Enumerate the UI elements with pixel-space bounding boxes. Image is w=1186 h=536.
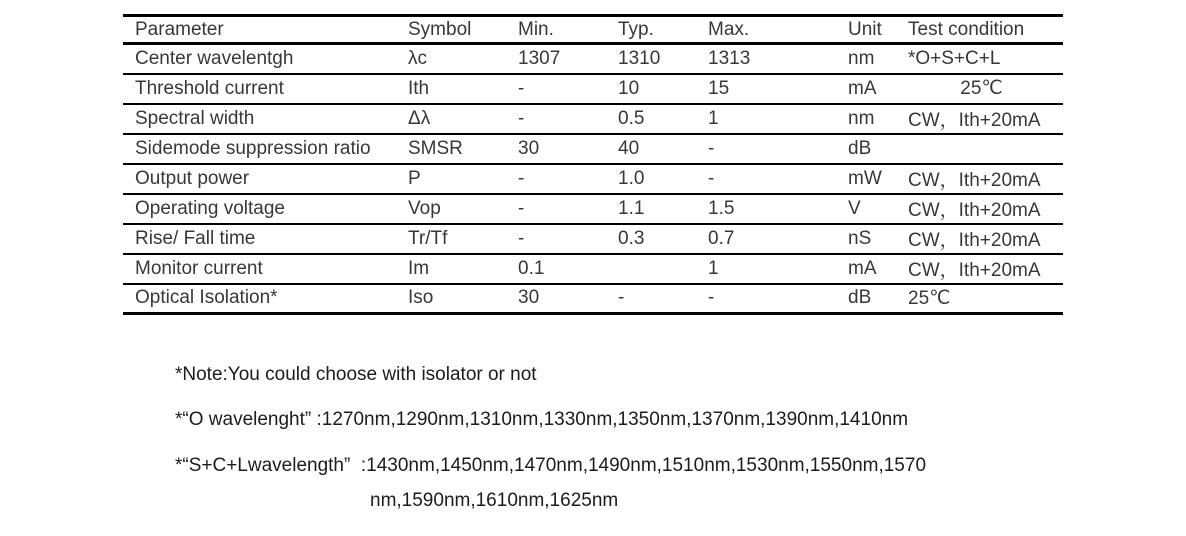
- column-header-min: Min.: [518, 18, 554, 40]
- cell-unit: nS: [848, 227, 872, 249]
- cell-test-condition: [900, 134, 1063, 164]
- table-row-operating-voltage: [123, 194, 1063, 224]
- cell-test-condition: CW，Ith+20mA: [908, 200, 1041, 221]
- cell-parameter: Optical Isolation*: [135, 287, 278, 309]
- spec-table: [123, 14, 1063, 315]
- cell-parameter: Monitor current: [135, 257, 263, 279]
- cell-max: -: [708, 167, 715, 189]
- cell-symbol: Ith: [408, 77, 430, 99]
- footnote-o-wavelength: *“O wavelenght” :1270nm,1290nm,1310nm,1330nm,1350nm,1370nm,1390nm,1410nm: [175, 409, 909, 430]
- cell-test-condition: CW，Ith+20mA: [908, 110, 1041, 131]
- cell-symbol: SMSR: [408, 137, 463, 159]
- cell-min: -: [518, 107, 525, 129]
- table-row-spectral-width: [123, 104, 1063, 134]
- cell-typ: -: [618, 287, 625, 309]
- cell-min: 30: [518, 287, 540, 309]
- cell-typ: 0.5: [618, 107, 645, 129]
- table-row-center-wavelength: [123, 44, 1063, 74]
- cell-typ: 1.1: [618, 197, 645, 219]
- cell-parameter: Threshold current: [135, 77, 284, 99]
- spec-table-header: [123, 16, 1063, 44]
- column-header-symbol: Symbol: [408, 18, 472, 40]
- cell-max: 1: [708, 107, 719, 129]
- footnote-isolator: *Note:You could choose with isolator or not: [175, 364, 537, 385]
- cell-symbol: Δλ: [408, 107, 431, 129]
- cell-unit: V: [848, 197, 861, 219]
- header-row: [123, 16, 1063, 44]
- cell-parameter: Rise/ Fall time: [135, 227, 256, 249]
- cell-max: 15: [708, 77, 730, 99]
- cell-max: 1313: [708, 47, 751, 69]
- cell-test-condition: CW，Ith+20mA: [908, 230, 1041, 251]
- cell-unit: mA: [848, 257, 877, 279]
- cell-min: 1307: [518, 47, 561, 69]
- cell-test-condition: *O+S+C+L: [908, 47, 1001, 69]
- table-row-output-power: [123, 164, 1063, 194]
- cell-typ: [610, 254, 700, 284]
- cell-typ: 1.0: [618, 167, 645, 189]
- cell-unit: nm: [848, 47, 875, 69]
- spec-table-body: [123, 44, 1063, 314]
- cell-test-condition: CW，Ith+20mA: [908, 260, 1041, 281]
- cell-max: 1.5: [708, 197, 735, 219]
- cell-parameter: Spectral width: [135, 107, 255, 129]
- cell-min: -: [518, 77, 525, 99]
- cell-symbol: Iso: [408, 287, 434, 309]
- cell-parameter: Output power: [135, 167, 250, 189]
- cell-unit: nm: [848, 107, 875, 129]
- footnote-scl-wavelength: *“S+C+Lwavelength” :1430nm,1450nm,1470nm,1490nm,1510nm,1530nm,1550nm,1570: [175, 455, 927, 476]
- cell-typ: 1310: [618, 47, 661, 69]
- column-header-unit: Unit: [848, 18, 882, 40]
- cell-test-condition: 25℃: [960, 78, 1003, 99]
- cell-symbol: P: [408, 167, 421, 189]
- cell-min: -: [518, 197, 525, 219]
- cell-min: -: [518, 227, 525, 249]
- cell-typ: 0.3: [618, 227, 645, 249]
- cell-unit: mA: [848, 77, 877, 99]
- cell-max: 1: [708, 257, 719, 279]
- cell-test-condition: 25℃: [908, 287, 951, 309]
- cell-min: -: [518, 167, 525, 189]
- cell-test-condition: CW，Ith+20mA: [908, 170, 1041, 191]
- cell-symbol: Tr/Tf: [408, 227, 448, 249]
- table-row-rise-fall-time: [123, 224, 1063, 254]
- cell-parameter: Sidemode suppression ratio: [135, 137, 371, 159]
- table-row-threshold-current: [123, 74, 1063, 104]
- cell-unit: mW: [848, 167, 882, 189]
- cell-parameter: Center wavelentgh: [135, 47, 294, 69]
- cell-typ: 40: [618, 137, 640, 159]
- cell-max: -: [708, 137, 715, 159]
- table-row-monitor-current: [123, 254, 1063, 284]
- column-header-test-condition: Test condition: [908, 18, 1025, 40]
- cell-unit: dB: [848, 287, 872, 309]
- column-header-parameter: Parameter: [135, 18, 224, 40]
- table-row-sidemode-suppression-ratio: [123, 134, 1063, 164]
- cell-min: 0.1: [518, 257, 545, 279]
- cell-max: 0.7: [708, 227, 735, 249]
- cell-parameter: Operating voltage: [135, 197, 285, 219]
- table-row-optical-isolation: [123, 284, 1063, 314]
- cell-symbol: λc: [408, 47, 427, 69]
- footnote-scl-wavelength-continued: nm,1590nm,1610nm,1625nm: [370, 490, 619, 511]
- cell-min: 30: [518, 137, 540, 159]
- cell-typ: 10: [618, 77, 640, 99]
- column-header-max: Max.: [708, 18, 750, 40]
- cell-symbol: Im: [408, 257, 430, 279]
- cell-max: -: [708, 287, 715, 309]
- cell-symbol: Vop: [408, 197, 441, 219]
- cell-unit: dB: [848, 137, 872, 159]
- column-header-typ: Typ.: [618, 18, 654, 40]
